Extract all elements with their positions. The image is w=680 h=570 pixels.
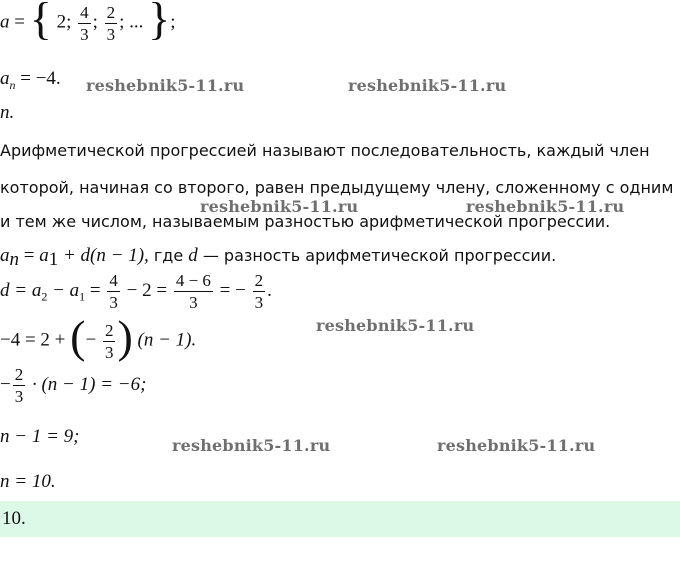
- eq1-minus: −: [85, 329, 97, 351]
- watermark: reshebnik5-11.ru: [437, 436, 596, 455]
- denominator: 3: [254, 293, 264, 312]
- eq2-end: · (n − 1) = −6;: [27, 373, 147, 395]
- formula-d: d: [188, 245, 198, 266]
- diff-lhs: d = a: [0, 279, 42, 301]
- sequence-definition: [0, 0, 176, 46]
- diff-end: .: [267, 279, 272, 301]
- definition-line-1: Арифметической прогрессией называют последовательность, каждый член: [0, 141, 650, 160]
- definition-line-3: и тем же числом, называемым разностью арифметической прогрессии.: [0, 212, 611, 231]
- diff-fraction-2: [174, 272, 213, 311]
- diff-minus-2: − 2 =: [121, 279, 172, 301]
- diff-mid: − a: [47, 279, 80, 301]
- right-paren: ): [117, 311, 133, 362]
- eq1-end: (n − 1).: [132, 329, 197, 351]
- watermark: reshebnik5-11.ru: [86, 76, 245, 95]
- seq-fraction-2: [105, 4, 118, 43]
- seq-first: 2;: [56, 11, 72, 33]
- numerator: 2: [254, 271, 264, 290]
- formula-text: где: [148, 246, 189, 265]
- eq1-fraction: [103, 322, 116, 361]
- formula-a1-sub: 1: [48, 249, 59, 271]
- diff-sub-1: 1: [79, 289, 86, 304]
- numerator: 4 − 6: [175, 271, 211, 290]
- formula-rest: + d(n − 1),: [58, 245, 149, 266]
- numerator: 2: [104, 320, 114, 340]
- watermark: reshebnik5-11.ru: [172, 436, 331, 455]
- equation-1: [0, 311, 197, 364]
- formula-text-2: — разность арифметической прогрессии.: [197, 246, 557, 265]
- formula-an-sub: n: [9, 249, 19, 271]
- numerator: 4: [80, 2, 89, 22]
- given-sub: n: [9, 77, 16, 92]
- watermark: reshebnik5-11.ru: [348, 76, 507, 95]
- watermark: reshebnik5-11.ru: [200, 197, 359, 216]
- answer-box: [0, 501, 680, 537]
- denominator: 3: [189, 293, 198, 312]
- seq-tail: ; ...: [119, 11, 144, 33]
- definition-line-2: которой, начиная со второго, равен предыдущему члену, сложенному с одним: [0, 178, 674, 197]
- unknown-n: n.: [0, 102, 15, 123]
- given-a: a: [0, 68, 10, 89]
- seq-sep: ;: [92, 11, 98, 33]
- eq1-start: −4 = 2 +: [0, 329, 71, 351]
- diff-sub-2: 2: [41, 289, 48, 304]
- formula-a1: a: [39, 245, 49, 266]
- left-brace: {: [29, 0, 52, 44]
- formula-eq: =: [19, 245, 40, 266]
- numerator: 2: [14, 365, 24, 384]
- diff-fraction-3: [253, 272, 266, 311]
- numerator: 2: [106, 2, 116, 22]
- left-paren: (: [70, 311, 86, 362]
- given-rest: = −4.: [15, 68, 61, 89]
- general-formula: [0, 245, 556, 271]
- equation-4: n = 10.: [0, 471, 56, 492]
- watermark: reshebnik5-11.ru: [466, 197, 625, 216]
- watermark: reshebnik5-11.ru: [316, 316, 475, 335]
- diff-fraction-1: [107, 272, 120, 311]
- numerator: 4: [109, 271, 118, 290]
- denominator: 3: [109, 293, 118, 312]
- right-brace: }: [148, 0, 171, 44]
- denominator: 3: [80, 24, 89, 44]
- seq-lhs: a: [0, 11, 10, 33]
- seq-eq: =: [14, 11, 25, 33]
- denominator: 3: [104, 342, 114, 362]
- diff-eq-1: =: [85, 279, 106, 301]
- seq-fraction-1: [78, 4, 91, 43]
- denominator: 3: [14, 387, 24, 406]
- equation-3: n − 1 = 9;: [0, 426, 80, 447]
- eq2-minus: −: [0, 373, 11, 395]
- formula-an: a: [0, 245, 10, 266]
- answer-value: 10.: [2, 508, 26, 529]
- seq-end: ;: [170, 11, 176, 33]
- denominator: 3: [106, 24, 116, 44]
- given-an: [0, 68, 61, 93]
- eq2-fraction: [13, 366, 26, 405]
- equation-2: [0, 366, 146, 405]
- diff-eq-2: = −: [214, 279, 246, 301]
- difference-computation: [0, 272, 272, 311]
